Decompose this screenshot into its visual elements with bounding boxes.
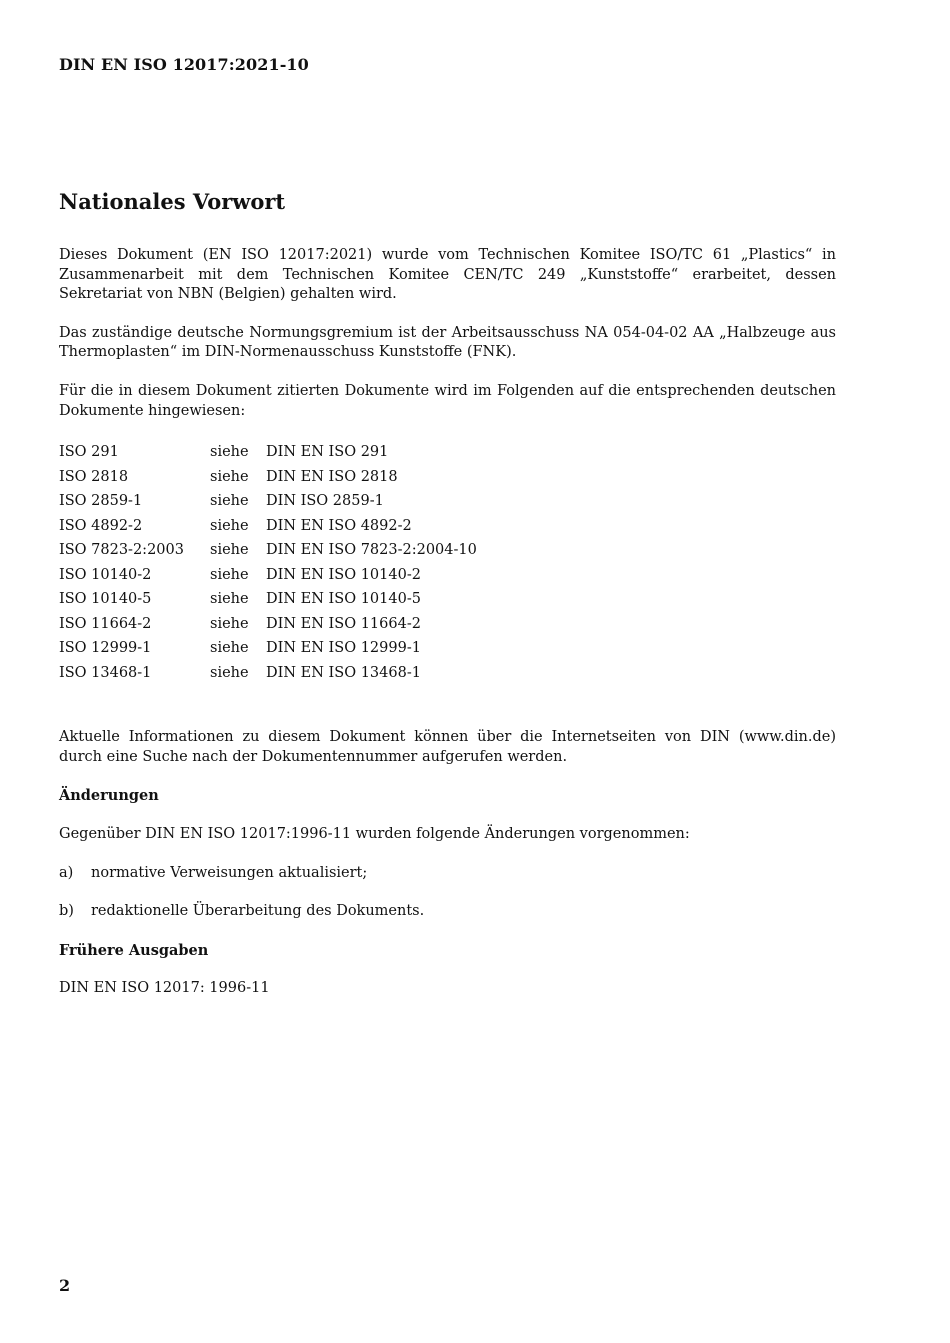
foreword-paragraph: Dieses Dokument (EN ISO 12017:2021) wurde vom Technischen Komitee ISO/TC 61 „Plastics“ in Zusammenarbeit mit dem Technischen Komitee CEN/TC 249 „Kunststoffe“ erarbeitet, dessen Sekretariat von NBN (Belgien) gehalten wird. — [59, 247, 836, 303]
list-marker: a) — [59, 864, 74, 881]
see-label: siehe — [210, 566, 249, 583]
see-label: siehe — [210, 615, 249, 632]
see-label: siehe — [210, 664, 249, 681]
din-reference: DIN ISO 2859-1 — [266, 493, 384, 510]
previous-editions-heading: Frühere Ausgaben — [59, 941, 209, 959]
table-row — [59, 514, 477, 539]
table-row — [59, 587, 477, 612]
previous-editions-text: DIN EN ISO 12017: 1996-11 — [59, 980, 270, 997]
changes-intro: Gegenüber DIN EN ISO 12017:1996-11 wurden folgende Änderungen vorgenommen: — [59, 825, 690, 842]
iso-reference: ISO 2859-1 — [59, 493, 143, 510]
din-reference: DIN EN ISO 12999-1 — [266, 640, 421, 657]
iso-reference: ISO 291 — [59, 444, 119, 461]
iso-reference: ISO 7823-2:2003 — [59, 542, 184, 559]
see-label: siehe — [210, 517, 249, 534]
table-row — [59, 538, 477, 563]
table-row — [59, 489, 477, 514]
din-reference: DIN EN ISO 2818 — [266, 468, 398, 485]
iso-reference: ISO 10140-5 — [59, 591, 152, 608]
main-content — [59, 187, 836, 1018]
see-label: siehe — [210, 542, 249, 559]
table-row — [59, 612, 477, 637]
table-row — [59, 465, 477, 490]
see-label: siehe — [210, 640, 249, 657]
list-item — [59, 902, 836, 922]
table-row — [59, 661, 477, 686]
list-item-text: redaktionelle Überarbeitung des Dokuments. — [91, 903, 425, 920]
table-row — [59, 440, 477, 465]
see-label: siehe — [210, 444, 249, 461]
foreword-paragraph: Das zuständige deutsche Normungsgremium ist der Arbeitsausschuss NA 054-04-02 AA „Halbzeuge aus Thermoplasten“ im DIN-Normenausschuss Kunststoffe (FNK). — [59, 324, 836, 361]
foreword-paragraph: Für die in diesem Dokument zitierten Dokumente wird im Folgenden auf die entsprechenden deutschen Dokumente hingewiesen: — [59, 382, 836, 419]
iso-reference: ISO 4892-2 — [59, 517, 143, 534]
iso-reference: ISO 13468-1 — [59, 664, 152, 681]
see-label: siehe — [210, 493, 249, 510]
page-number: 2 — [59, 1276, 71, 1295]
see-label: siehe — [210, 591, 249, 608]
iso-reference: ISO 10140-2 — [59, 566, 152, 583]
iso-reference: ISO 11664-2 — [59, 615, 152, 632]
list-item-text: normative Verweisungen aktualisiert; — [91, 864, 368, 881]
table-row — [59, 563, 477, 588]
changes-heading: Änderungen — [59, 787, 159, 805]
section-title: Nationales Vorwort — [59, 189, 286, 214]
info-paragraph: Aktuelle Informationen zu diesem Dokument können über die Internetseiten von DIN (www.din.de) durch eine Suche nach der Dokumentennummer aufgerufen werden. — [59, 729, 836, 765]
din-reference: DIN EN ISO 10140-5 — [266, 591, 421, 608]
table-row — [59, 636, 477, 661]
iso-reference: ISO 12999-1 — [59, 640, 152, 657]
din-reference: DIN EN ISO 11664-2 — [266, 615, 421, 632]
reference-table — [59, 440, 477, 685]
list-marker: b) — [59, 903, 74, 920]
din-reference: DIN EN ISO 10140-2 — [266, 566, 421, 583]
iso-reference: ISO 2818 — [59, 468, 129, 485]
din-reference: DIN EN ISO 13468-1 — [266, 664, 421, 681]
see-label: siehe — [210, 468, 249, 485]
din-reference: DIN EN ISO 291 — [266, 444, 389, 461]
list-item — [59, 864, 836, 884]
document-id-header: DIN EN ISO 12017:2021-10 — [59, 55, 309, 74]
din-reference: DIN EN ISO 7823-2:2004-10 — [266, 542, 477, 559]
din-reference: DIN EN ISO 4892-2 — [266, 517, 412, 534]
